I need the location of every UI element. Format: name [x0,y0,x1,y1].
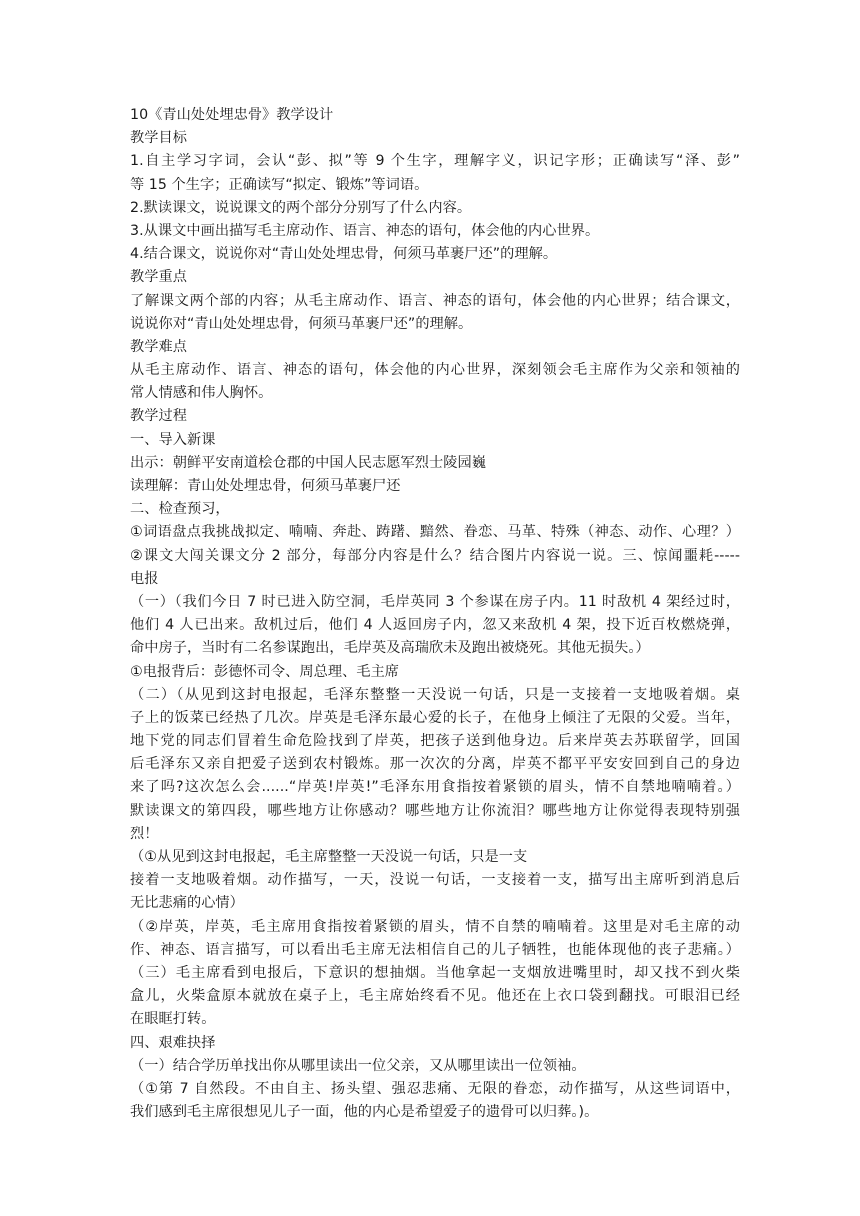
text-line: 在眼眶打转。 [130,1011,216,1028]
text-line: ①电报背后：彭德怀司令、周总理、毛主席 [130,663,400,680]
text-line: 无比悲痛的心情） [130,895,244,912]
text-line: （三）毛主席看到电报后，下意识的想抽烟。当他拿起一支烟放进嘴里时，却又找不到火柴 [130,964,740,981]
text-line: （①从见到这封电报起，毛主席整整一天没说一句话，只是一支 [130,849,528,865]
text-line: （一）（我们今日 7 时已进入防空洞，毛岸英同 3 个参谋在房子内。11 时敌机 4 架经过时， [130,593,740,610]
text-line: 等 15 个生字；正确读写“拟定、锻炼”等词语。 [130,176,429,193]
text-line: 从毛主席动作、语言、神态的语句，体会他的内心世界，深刻领会毛主席作为父亲和领袖的 [130,362,740,379]
text-line: 盒儿，火柴盒原本就放在桌子上，毛主席始终看不见。他还在上衣口袋到翻找。可眼泪已经 [130,988,740,1005]
text-line: 教学难点 [130,338,187,355]
text-line: 4.结合课文，说说你对“青山处处埋忠骨，何须马革裹尸还”的理解。 [130,246,558,263]
text-line: 我们感到毛主席很想见儿子一面，他的内心是希望爱子的遗骨可以归葬。)。 [130,1104,599,1121]
text-line: 烈！ [130,825,159,842]
text-line: 四、艰难抉择 [130,1034,216,1051]
text-line: 来了吗?这次怎么会......“岸英!岸英!”毛泽东用食指按着紧锁的眉头，情不自禁地喃喃着。） [130,779,740,796]
text-line: 接着一支地吸着烟。动作描写，一天，没说一句话，一支接着一支，描写出主席听到消息后 [130,872,740,889]
text-line: 电报 [130,570,159,587]
text-line: （一）结合学历单找出你从哪里读出一位父亲，又从哪里读出一位领袖。 [130,1057,586,1074]
text-line: 出示：朝鲜平安南道桧仓郡的中国人民志愿军烈士陵园巍 [130,454,486,471]
text-line: 他们 4 人已出来。敌机过后，他们 4 人返回房子内，忽又来敌机 4 架，投下近百枚燃烧弹， [130,617,740,634]
document-body [130,104,740,1124]
text-line: 命中房子，当时有二名参谋跑出，毛岸英及高瑞欣未及跑出被烧死。其他无损失。） [130,640,650,657]
text-line: 常人情感和伟人胸怀。 [130,385,273,402]
text-line: 读理解：青山处处埋忠骨，何须马革裹尸还 [130,478,401,494]
text-line: 子上的饭菜已经热了几次。岸英是毛泽东最心爱的长子，在他身上倾注了无限的父爱。当年， [130,709,740,726]
text-line: 默读课文的第四段，哪些地方让你感动？哪些地方让你流泪？哪些地方让你觉得表现特别强 [130,802,740,819]
text-line: （②岸英，岸英，毛主席用食指按着紧锁的眉头，情不自禁的喃喃着。这里是对毛主席的动 [130,918,740,935]
text-line: 1.自主学习字词，会认“彭、拟”等 9 个生字，理解字义，识记字形；正确读写“泽、彭” [130,153,740,170]
text-line: 二、检查预习， [130,501,230,518]
text-line: 了解课文两个部的内容；从毛主席动作、语言、神态的语句，体会他的内心世界；结合课文， [130,292,740,309]
text-line: （①第 7 自然段。不由自主、扬头望、强忍悲痛、无限的眷恋，动作描写，从这些词语中， [130,1080,740,1097]
text-line: 教学重点 [130,269,187,286]
text-line: 后毛泽东又亲自把爱子送到农村锻炼。那一次次的分离，岸英不都平平安安回到自己的身边 [130,756,740,773]
text-line: 地下党的同志们冒着生命危险找到了岸英，把孩子送到他身边。后来岸英去苏联留学，回国 [130,733,740,750]
text-line: ①词语盘点我挑战拟定、喃喃、奔赴、踌躇、黯然、眷恋、马革、特殊（神态、动作、心理？） [130,524,740,541]
text-line: 说说你对“青山处处埋忠骨，何须马革裹尸还”的理解。 [130,315,473,332]
text-line: 教学目标 [130,130,187,147]
text-line: 2.默读课文，说说课文的两个部分分别写了什么内容。 [130,199,472,216]
text-line: 作、神态、语言描写，可以看出毛主席无法相信自己的儿子牺牲，也能体现他的丧子悲痛。） [130,941,740,958]
text-line: ②课文大闯关课文分 2 部分，每部分内容是什么？结合图片内容说一说。三、惊闻噩耗----- [130,547,740,564]
text-line: 教学过程 [130,408,187,425]
text-line: 3.从课文中画出描写毛主席动作、语言、神态的语句，体会他的内心世界。 [130,222,600,239]
text-line: （二）（从见到这封电报起，毛泽东整整一天没说一句话，只是一支接着一支地吸着烟。桌 [130,686,740,703]
text-line: 一、导入新课 [130,431,216,448]
text-line: 10《青山处处埋忠骨》教学设计 [130,107,334,123]
